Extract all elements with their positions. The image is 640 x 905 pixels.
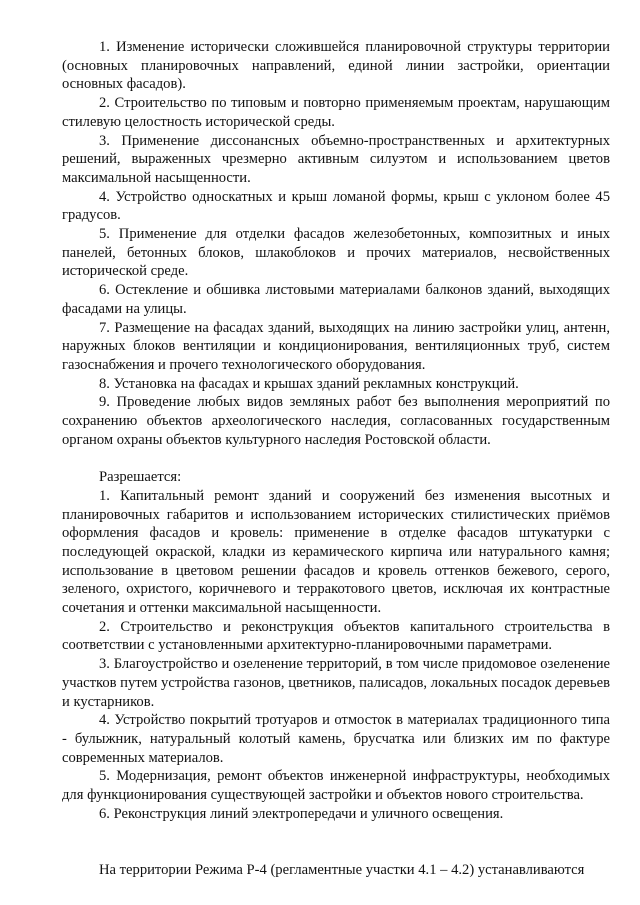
allowed-heading: Разрешается: bbox=[99, 469, 182, 486]
allowed-item-5: 5. Модернизация, ремонт объектов инженерной инфраструктуры, необходимых для функционирования существующей застройки и объектов нового строительства. bbox=[62, 768, 610, 804]
prohibited-item-2: 2. Строительство по типовым и повторно применяемым проектам, нарушающим стилевую целостность исторической среды. bbox=[62, 95, 610, 130]
prohibited-item-1: 1. Изменение исторически сложившейся планировочной структуры территории (основных планировочных направлений, единой линии застройки, ориентации основных фасадов). bbox=[62, 39, 610, 93]
section-spacer bbox=[62, 824, 610, 861]
allowed-item-2: 2. Строительство и реконструкция объектов капитального строительства в соответствии с установленными архитектурно-планировочными параметрами. bbox=[62, 618, 610, 654]
document-page bbox=[62, 38, 610, 879]
allowed-item-6: 6. Реконструкция линий электропередачи и уличного освещения. bbox=[99, 805, 504, 822]
prohibited-item-7: 7. Размещение на фасадах зданий, выходящих на линию застройки улиц, антенн, наружных блоков вентиляции и кондиционирования, вентиляционных труб, систем газоснабжения и прочего технологического оборудования. bbox=[62, 319, 610, 373]
allowed-item-3: 3. Благоустройство и озеленение территорий, в том числе придомовое озеленение участков путем устройства газонов, цветников, палисадов, локальных посадок деревьев и кустарников. bbox=[62, 656, 610, 710]
prohibited-item-4: 4. Устройство односкатных и крыш ломаной формы, крыш с уклоном более 45 градусов. bbox=[62, 188, 610, 224]
section-spacer bbox=[62, 449, 610, 468]
allowed-item-1: 1. Капитальный ремонт зданий и сооружений без изменения высотных и планировочных габаритов и использованием исторических стилистических приёмов оформления фасадов и кровель: применение в отделке фасадов штукатурки с последующей окраской, кладки из керамического кирпича или натурального камня; использование в цветовом решении фасадов и кровель оттенков бежевого, серого, зеленого, охристого, коричневого и терракотового цветов, исключая их контрастные сочетания и оттенки максимальной насыщенности. bbox=[62, 487, 610, 617]
closing-line: На территории Режима Р-4 (регламентные участки 4.1 – 4.2) устанавливаются bbox=[99, 861, 585, 878]
prohibited-item-5: 5. Применение для отделки фасадов железобетонных, композитных и иных панелей, бетонных блоков, шлакоблоков и прочих материалов, несвойственных исторической среде. bbox=[62, 226, 610, 280]
prohibited-item-3: 3. Применение диссонансных объемно-пространственных и архитектурных решений, выраженных чрезмерно активным силуэтом и использованием цветов максимальной насыщенности. bbox=[62, 132, 610, 186]
prohibited-item-8: 8. Установка на фасадах и крышах зданий рекламных конструкций. bbox=[99, 375, 519, 392]
prohibited-item-9: 9. Проведение любых видов земляных работ без выполнения мероприятий по сохранению объектов археологического наследия, согласованных государственным органом охраны объектов культурного наследия Ростовской области. bbox=[62, 394, 610, 448]
prohibited-item-6: 6. Остекление и обшивка листовыми материалами балконов зданий, выходящих фасадами на улицы. bbox=[62, 282, 610, 317]
allowed-item-4: 4. Устройство покрытий тротуаров и отмосток в материалах традиционного типа - булыжник, натуральный колотый камень, брусчатка или близких им по фактуре современных материалов. bbox=[62, 712, 610, 766]
